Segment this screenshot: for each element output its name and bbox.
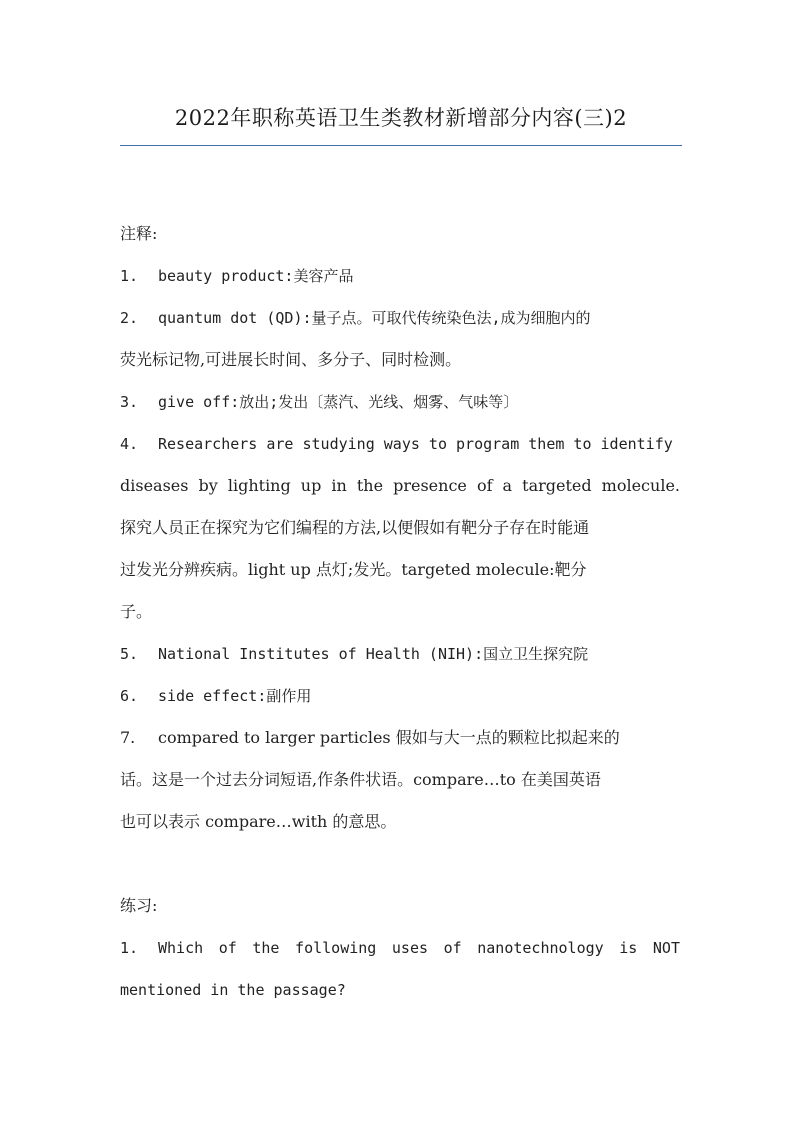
note-text-continued: 探究人员正在探究为它们编程的方法,以便假如有靶分子存在时能通 [120,518,590,537]
note-text: Researchers are studying ways to program them to identify [158,435,673,453]
note-number: 7. [120,728,136,747]
note-item-3 [120,381,680,423]
note-text: quantum dot (QD):量子点。可取代传统染色法,成为细胞内的 [158,309,591,327]
note-text-continued: 话。这是一个过去分词短语,作条件状语。compare…to 在美国英语 [120,770,601,789]
note-text-continued: 过发光分辨疾病。light up 点灯;发光。targeted molecule:靶分 [120,560,587,579]
note-item-1 [120,255,680,297]
note-text: give off:放出;发出〔蒸汽、光线、烟雾、气味等〕 [158,393,519,411]
note-text: National Institutes of Health (NIH):国立卫生探究院 [158,645,589,663]
title-underline [120,145,682,146]
note-text-continued: 也可以表示 compare…with 的意思。 [120,812,397,831]
exercise-text: Which of the following uses of nanotechnology is NOT [158,939,680,957]
note-text-continued: diseases by lighting up in the presence of a targeted molecule. [120,476,680,495]
document-title: 2022年职称英语卫生类教材新增部分内容(三)2 [174,106,628,130]
note-text: compared to larger particles 假如与大一点的颗粒比拟起来的 [158,728,620,747]
note-text-continued: 荧光标记物,可进展长时间、多分子、同时检测。 [120,350,462,369]
exercise-heading: 练习: [120,896,158,915]
note-item-7 [120,717,680,843]
note-number: 1. [120,267,139,285]
note-number: 4. [120,435,139,453]
note-number: 2. [120,309,139,327]
note-number: 6. [120,687,139,705]
document-body [120,213,680,1011]
note-item-5 [120,633,680,675]
exercise-item-1 [120,927,680,1011]
exercise-text-continued: mentioned in the passage? [120,981,346,999]
exercise-number: 1. [120,939,139,957]
note-text: side effect:副作用 [158,687,312,705]
note-item-2 [120,297,680,381]
note-item-6 [120,675,680,717]
note-text: beauty product:美容产品 [158,267,354,285]
notes-heading: 注释: [120,224,158,243]
section-spacer [120,843,680,885]
note-text-continued: 子。 [120,602,153,621]
note-number: 3. [120,393,139,411]
note-item-4 [120,423,680,633]
note-number: 5. [120,645,139,663]
